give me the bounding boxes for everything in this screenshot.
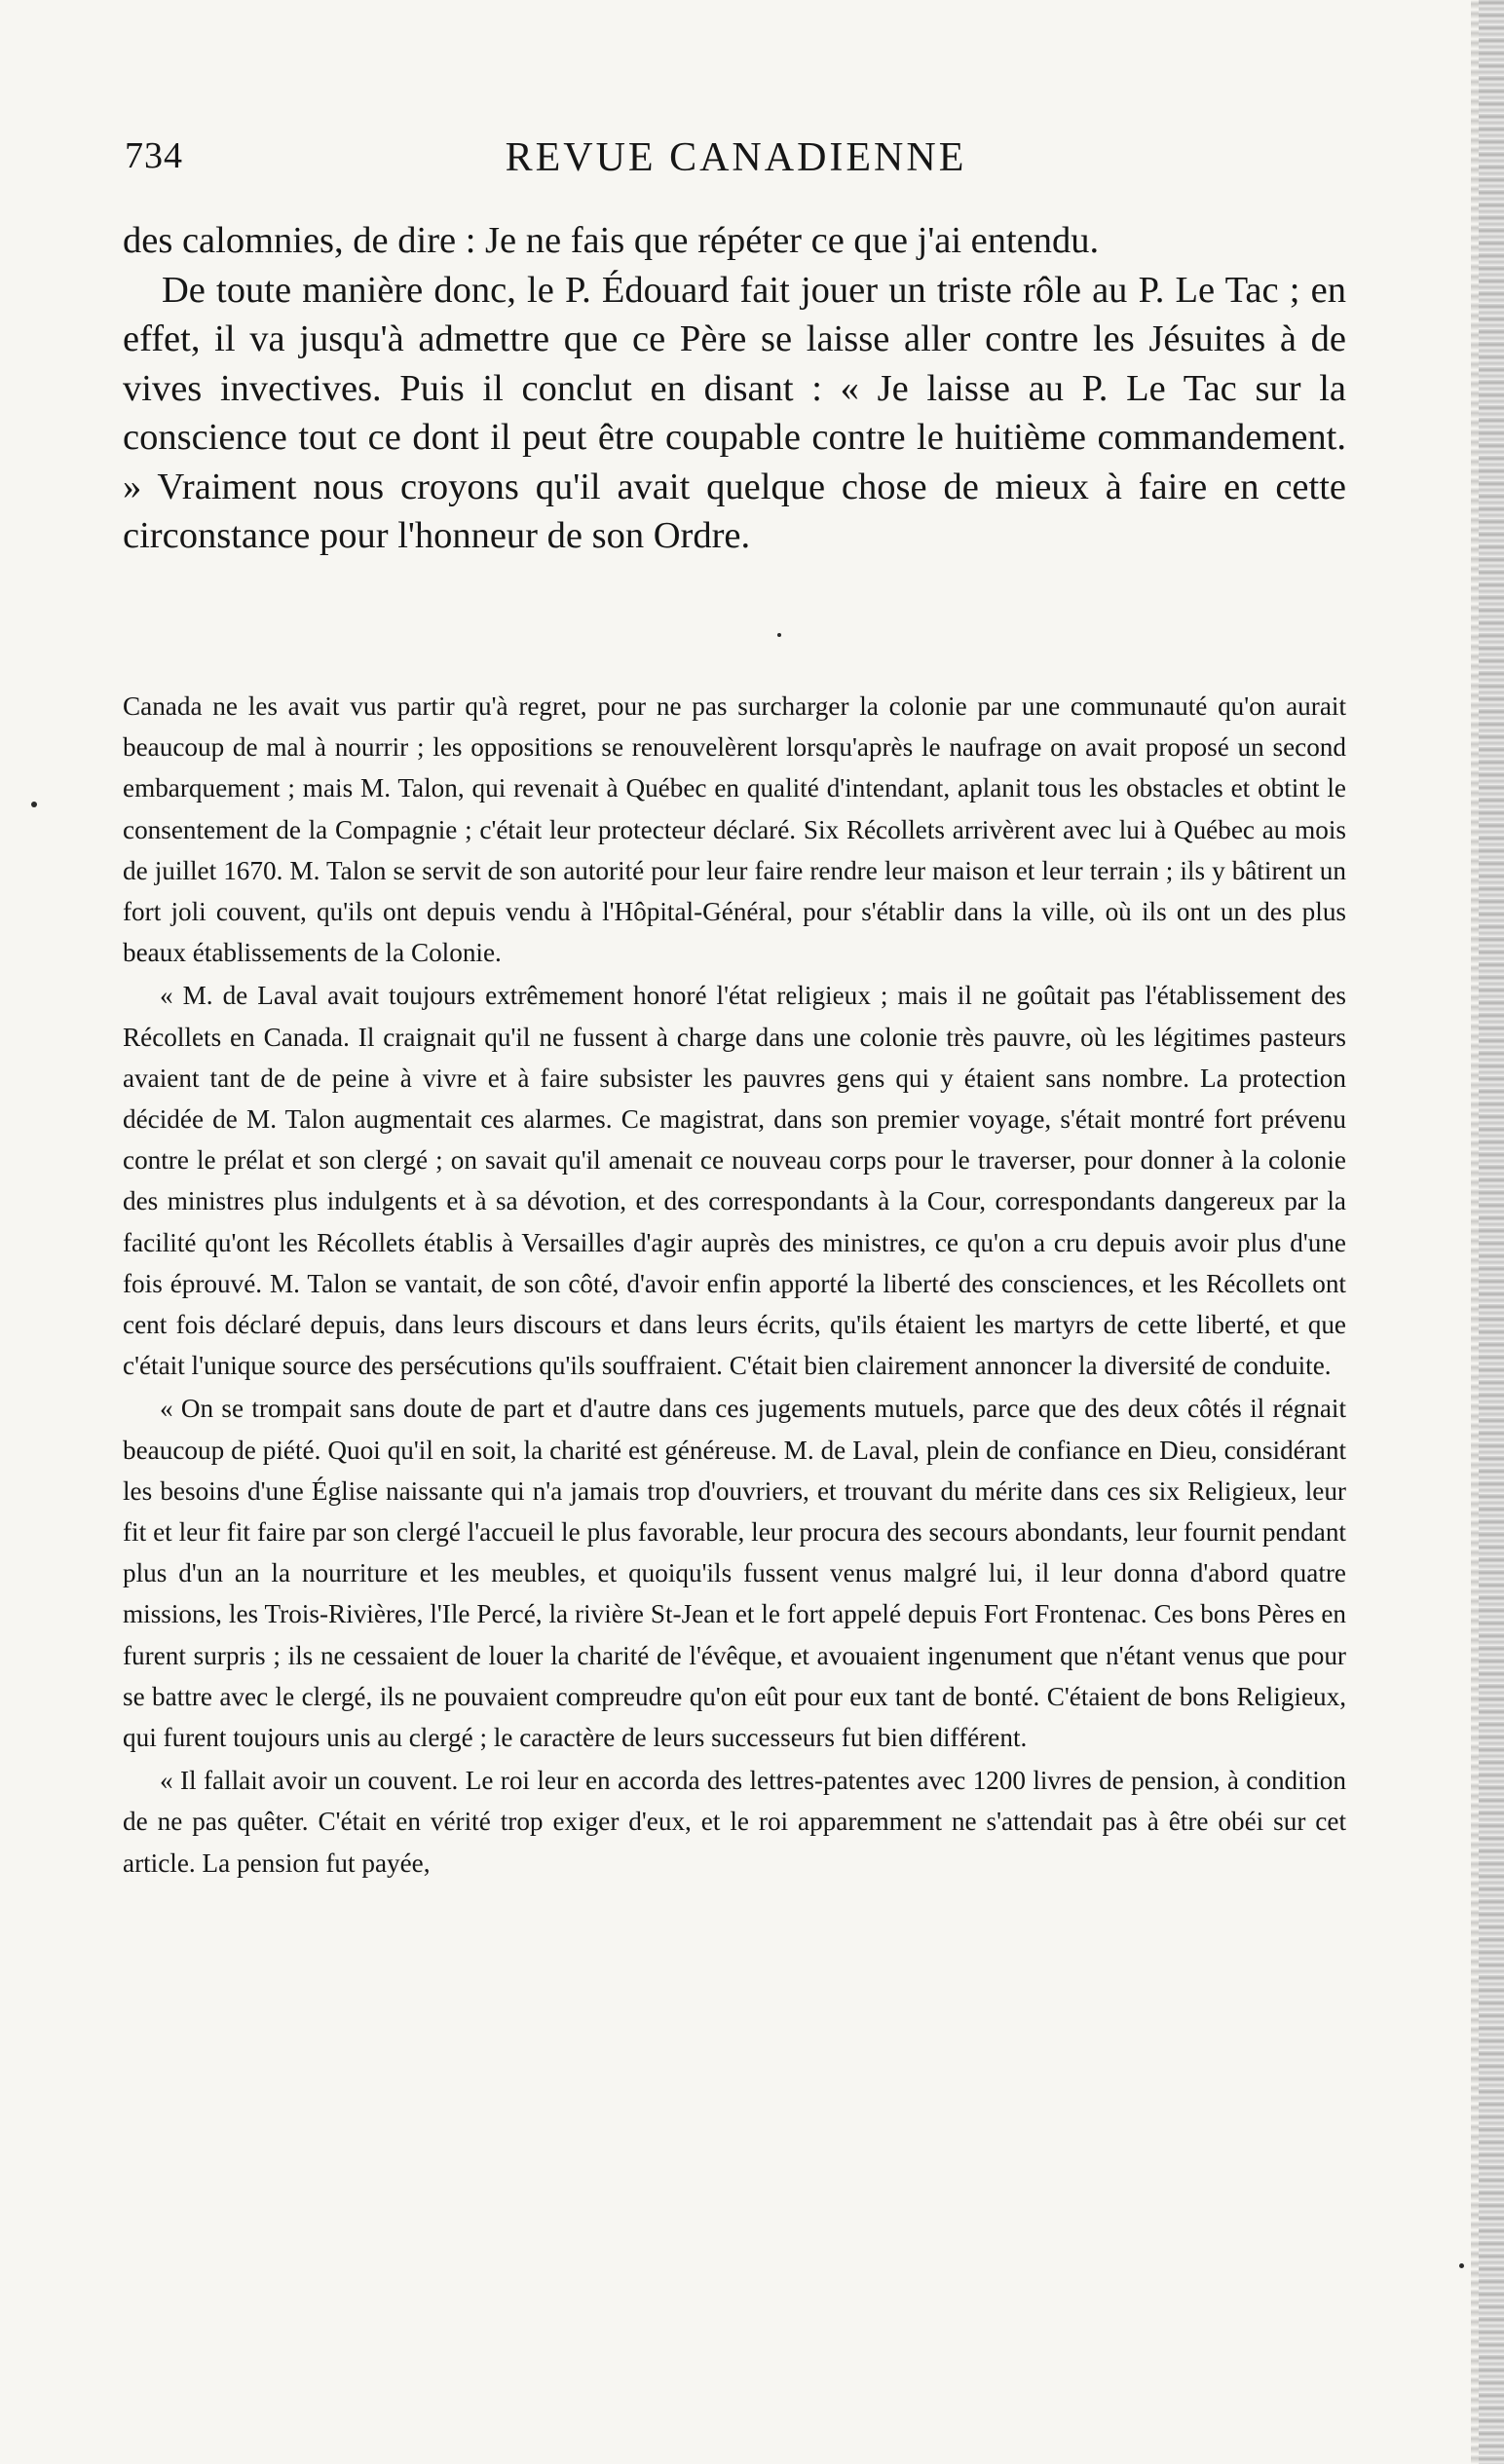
scan-edge-shadow — [1471, 0, 1479, 2464]
main-paragraph: des calomnies, de dire : Je ne fais que répéter ce que j'ai entendu. — [123, 220, 1100, 261]
main-paragraph: De toute manière donc, le P. Édouard fait jouer un triste rôle au P. Le Tac ; en effet, il va jusqu'à admettre que ce Père se laisse aller contre les Jésuites à de vives invectives. Puis il conclut en disant : « Je laisse au P. Le Tac sur la conscience tout ce dont il peut être coupable contre le huitième commandement. » Vraiment nous croyons qu'il avait quelque chose de mieux à faire en cette circonstance pour l'honneur de son Ordre. — [123, 269, 1346, 556]
quoted-excerpt-block — [123, 686, 1346, 1884]
quote-paragraph: Canada ne les avait vus partir qu'à regret, pour ne pas surcharger la colonie par une communauté qu'on aurait beaucoup de mal à nourrir ; les oppositions se renouvelèrent lorsqu'après le naufrage on avait proposé un second embarquement ; mais M. Talon, qui revenait à Québec en qualité d'intendant, aplanit tous les obstacles et obtint le consentement de la Compagnie ; c'était leur protecteur déclaré. Six Récollets arrivèrent avec lui à Québec au mois de juillet 1670. M. Talon se servit de son autorité pour leur faire rendre leur maison et leur terrain ; ils y bâtirent un fort joli couvent, qu'ils ont depuis vendu à l'Hôpital-Général, pour s'établir dans la ville, où ils ont un des plus beaux établissements de la Colonie. — [123, 691, 1346, 968]
scan-edge — [1479, 0, 1504, 2464]
main-text-block — [123, 216, 1346, 561]
scan-speck — [31, 802, 37, 807]
quote-paragraph: « Il fallait avoir un couvent. Le roi leur en accorda des lettres-patentes avec 1200 livres de pension, à condition de ne pas quêter. C'était en vérité trop exiger d'eux, et le roi apparemment ne s'attendait pas à être obéi sur cet article. La pension fut payée, — [123, 1766, 1346, 1878]
page-number: 734 — [125, 135, 183, 176]
scan-speck — [777, 633, 781, 637]
scan-speck — [1459, 2263, 1464, 2268]
quote-paragraph: « On se trompait sans doute de part et d'autre dans ces jugements mutuels, parce que des deux côtés il régnait beaucoup de piété. Quoi qu'il en soit, la charité est généreuse. M. de Laval, plein de confiance en Dieu, considérant les besoins d'une Église naissante qui n'a jamais trop d'ouvriers, et trouvant du mérite dans ces six Religieux, leur fit et leur fit faire par son clergé l'accueil le plus favorable, leur procura des secours abondants, leur fournit pendant plus d'un an la nourriture et les meubles, et quoiqu'ils fussent venus malgré lui, il leur donna d'abord quatre missions, les Trois-Rivières, l'Ile Percé, la rivière St-Jean et le fort appelé depuis Fort Frontenac. Ces bons Pères en furent surpris ; ils ne cessaient de louer la charité de l'évêque, et avouaient ingenument que n'étant venus que pour se battre avec le clergé, ils ne pouvaient compreudre qu'on eût pour eux tant de bonté. C'étaient de bons Religieux, qui furent toujours unis au clergé ; le caractère de leurs successeurs fut bien différent. — [123, 1394, 1346, 1753]
quote-paragraph: « M. de Laval avait toujours extrêmement honoré l'état religieux ; mais il ne goûtait pas l'établissement des Récollets en Canada. Il craignait qu'il ne fussent à charge dans une colonie très pauvre, où les légitimes pasteurs avaient tant de de peine à vivre et à faire subsister les pauvres gens qui y étaient sans nombre. La protection décidée de M. Talon augmentait ces alarmes. Ce magistrat, dans son premier voyage, s'était montré fort prévenu contre le prélat et son clergé ; on savait qu'il amenait ce nouveau corps pour le traverser, pour donner à la colonie des ministres plus indulgents et à sa dévotion, et des correspondants à la Cour, correspondants dangereux par la facilité qu'ont les Récollets établis à Versailles d'agir auprès des ministres, ce qu'on a cru depuis avoir plus d'une fois éprouvé. M. Talon se vantait, de son côté, d'avoir enfin apporté la liberté des consciences, et les Récollets ont cent fois déclaré depuis, dans leurs discours et dans leurs écrits, qu'ils étaient les martyrs de cette liberté, et que c'était l'unique source des persécutions qu'ils souffraient. C'était bien clairement annoncer la diversité de conduite. — [123, 981, 1346, 1381]
page-header — [125, 134, 1347, 193]
running-title: REVUE CANADIENNE — [505, 135, 967, 180]
